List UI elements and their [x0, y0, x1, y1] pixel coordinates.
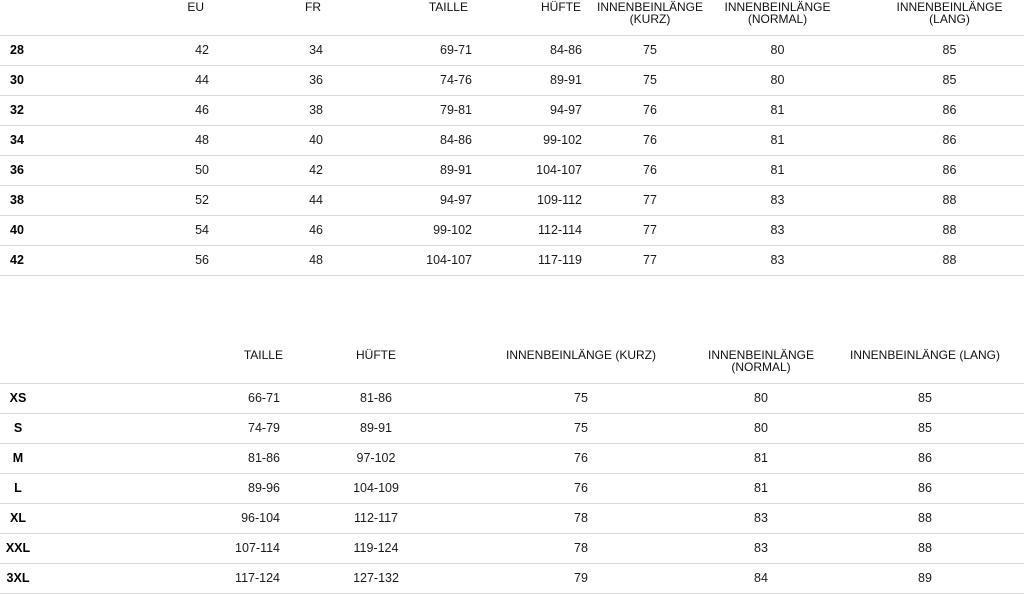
size-label-cell: 34	[0, 125, 80, 155]
table-cell: 83	[715, 245, 840, 275]
table-cell: 86	[826, 443, 1024, 473]
table-cell: 109-112	[475, 185, 585, 215]
table-row	[0, 35, 1024, 65]
table-cell: 44	[240, 185, 325, 215]
table-cell: 50	[80, 155, 240, 185]
header-huefte: HÜFTE	[541, 0, 581, 14]
table-row	[0, 443, 1024, 473]
table-cell: 104-107	[475, 155, 585, 185]
table-cell: 86	[840, 155, 1024, 185]
table-row	[0, 215, 1024, 245]
table-row	[0, 185, 1024, 215]
table-cell: 99-102	[475, 125, 585, 155]
size-label-cell: 42	[0, 245, 80, 275]
table-row	[0, 95, 1024, 125]
table-cell: 36	[240, 65, 325, 95]
table-row	[0, 413, 1024, 443]
table-cell: 85	[826, 383, 1024, 413]
table-cell: 80	[715, 65, 840, 95]
header-innenbein-lang: INNENBEINLÄNGE (LANG)	[849, 348, 1001, 362]
table-cell: 56	[80, 245, 240, 275]
table-cell: 86	[840, 95, 1024, 125]
table-cell: 40	[240, 125, 325, 155]
table-row	[0, 65, 1024, 95]
table-cell: 42	[80, 35, 240, 65]
header-huefte: HÜFTE	[356, 348, 396, 362]
table-cell: 75	[406, 413, 696, 443]
table-cell: 78	[406, 503, 696, 533]
table-cell: 112-114	[475, 215, 585, 245]
table-cell: 75	[585, 35, 715, 65]
table-cell: 88	[826, 533, 1024, 563]
size-label-cell: 3XL	[0, 563, 36, 593]
table-cell: 79-81	[325, 95, 475, 125]
table-cell: 81	[715, 155, 840, 185]
table-cell: 104-109	[346, 473, 406, 503]
table-cell: 85	[840, 35, 1024, 65]
table-row	[0, 125, 1024, 155]
table-cell: 86	[840, 125, 1024, 155]
table-cell: 83	[696, 503, 826, 533]
table-cell: 48	[240, 245, 325, 275]
table-cell: 77	[585, 245, 715, 275]
table-cell: 34	[240, 35, 325, 65]
size-label-cell: M	[0, 443, 36, 473]
table-row	[0, 533, 1024, 563]
table-cell: 42	[240, 155, 325, 185]
size-label-cell: L	[0, 473, 36, 503]
size-label-cell: 38	[0, 185, 80, 215]
table-row	[0, 503, 1024, 533]
header-cell	[0, 0, 80, 35]
table-cell: 89-96	[36, 473, 346, 503]
size-label-cell: 30	[0, 65, 80, 95]
size-table-letter	[0, 348, 1024, 594]
table-cell: 81	[696, 473, 826, 503]
size-label-cell: XXL	[0, 533, 36, 563]
header-taille: TAILLE	[428, 0, 468, 14]
table-cell: 74-79	[36, 413, 346, 443]
table-cell: 75	[585, 65, 715, 95]
table-cell: 79	[406, 563, 696, 593]
table-cell: 80	[715, 35, 840, 65]
table-cell: 84-86	[475, 35, 585, 65]
size-label-cell: 32	[0, 95, 80, 125]
header-innenbein-normal: INNENBEINLÄNGE (NORMAL)	[707, 348, 815, 374]
header-eu: EU	[187, 0, 204, 14]
table-cell: 52	[80, 185, 240, 215]
table-row	[0, 383, 1024, 413]
table-cell: 88	[840, 215, 1024, 245]
table-cell: 89-91	[325, 155, 475, 185]
table-cell: 89-91	[475, 65, 585, 95]
table-cell: 83	[715, 215, 840, 245]
table-cell: 94-97	[325, 185, 475, 215]
table-row	[0, 245, 1024, 275]
table-cell: 84-86	[325, 125, 475, 155]
table-cell: 76	[406, 443, 696, 473]
table-cell: 88	[840, 245, 1024, 275]
table-cell: 66-71	[36, 383, 346, 413]
table-cell: 89	[826, 563, 1024, 593]
header-innenbein-normal: INNENBEINLÄNGE (NORMAL)	[724, 0, 831, 26]
table-cell: 48	[80, 125, 240, 155]
table-row	[0, 155, 1024, 185]
table-cell: 44	[80, 65, 240, 95]
table-cell: 80	[696, 383, 826, 413]
table-cell: 94-97	[475, 95, 585, 125]
header-cell	[0, 348, 36, 383]
table-cell: 76	[585, 155, 715, 185]
table-cell: 81-86	[346, 383, 406, 413]
table-cell: 75	[406, 383, 696, 413]
table-cell: 81	[715, 95, 840, 125]
table-cell: 80	[696, 413, 826, 443]
table-cell: 112-117	[346, 503, 406, 533]
table-cell: 88	[826, 503, 1024, 533]
table-cell: 85	[840, 65, 1024, 95]
table-cell: 89-91	[346, 413, 406, 443]
table-cell: 86	[826, 473, 1024, 503]
table-cell: 54	[80, 215, 240, 245]
table-row	[0, 473, 1024, 503]
table-cell: 76	[585, 95, 715, 125]
table-row	[0, 563, 1024, 593]
size-label-cell: XS	[0, 383, 36, 413]
table-cell: 76	[585, 125, 715, 155]
table-cell: 83	[696, 533, 826, 563]
table-cell: 77	[585, 215, 715, 245]
table-cell: 46	[240, 215, 325, 245]
table-cell: 78	[406, 533, 696, 563]
size-label-cell: 28	[0, 35, 80, 65]
table-cell: 38	[240, 95, 325, 125]
table-cell: 81	[715, 125, 840, 155]
table-cell: 96-104	[36, 503, 346, 533]
table-cell: 83	[715, 185, 840, 215]
table-cell: 117-119	[475, 245, 585, 275]
table-cell: 107-114	[36, 533, 346, 563]
table-cell: 104-107	[325, 245, 475, 275]
table-cell: 117-124	[36, 563, 346, 593]
table-cell: 85	[826, 413, 1024, 443]
size-label-cell: XL	[0, 503, 36, 533]
table-cell: 88	[840, 185, 1024, 215]
table-cell: 77	[585, 185, 715, 215]
table-cell: 84	[696, 563, 826, 593]
header-innenbein-lang: INNENBEINLÄNGE (LANG)	[896, 0, 1003, 26]
header-innenbein-kurz: INNENBEINLÄNGE (KURZ)	[505, 348, 657, 362]
size-label-cell: S	[0, 413, 36, 443]
header-innenbein-kurz: INNENBEINLÄNGE (KURZ)	[596, 0, 704, 26]
table-cell: 69-71	[325, 35, 475, 65]
header-taille: TAILLE	[243, 348, 283, 362]
size-label-cell: 40	[0, 215, 80, 245]
table-cell: 97-102	[346, 443, 406, 473]
table-cell: 74-76	[325, 65, 475, 95]
size-table-numeric	[0, 0, 1024, 276]
table-header-row	[0, 0, 1024, 35]
table-header-row	[0, 348, 1024, 383]
header-fr: FR	[305, 0, 321, 14]
size-label-cell: 36	[0, 155, 80, 185]
table-cell: 46	[80, 95, 240, 125]
table-cell: 81-86	[36, 443, 346, 473]
table-cell: 119-124	[346, 533, 406, 563]
table-cell: 81	[696, 443, 826, 473]
table-cell: 127-132	[346, 563, 406, 593]
table-cell: 76	[406, 473, 696, 503]
table-cell: 99-102	[325, 215, 475, 245]
